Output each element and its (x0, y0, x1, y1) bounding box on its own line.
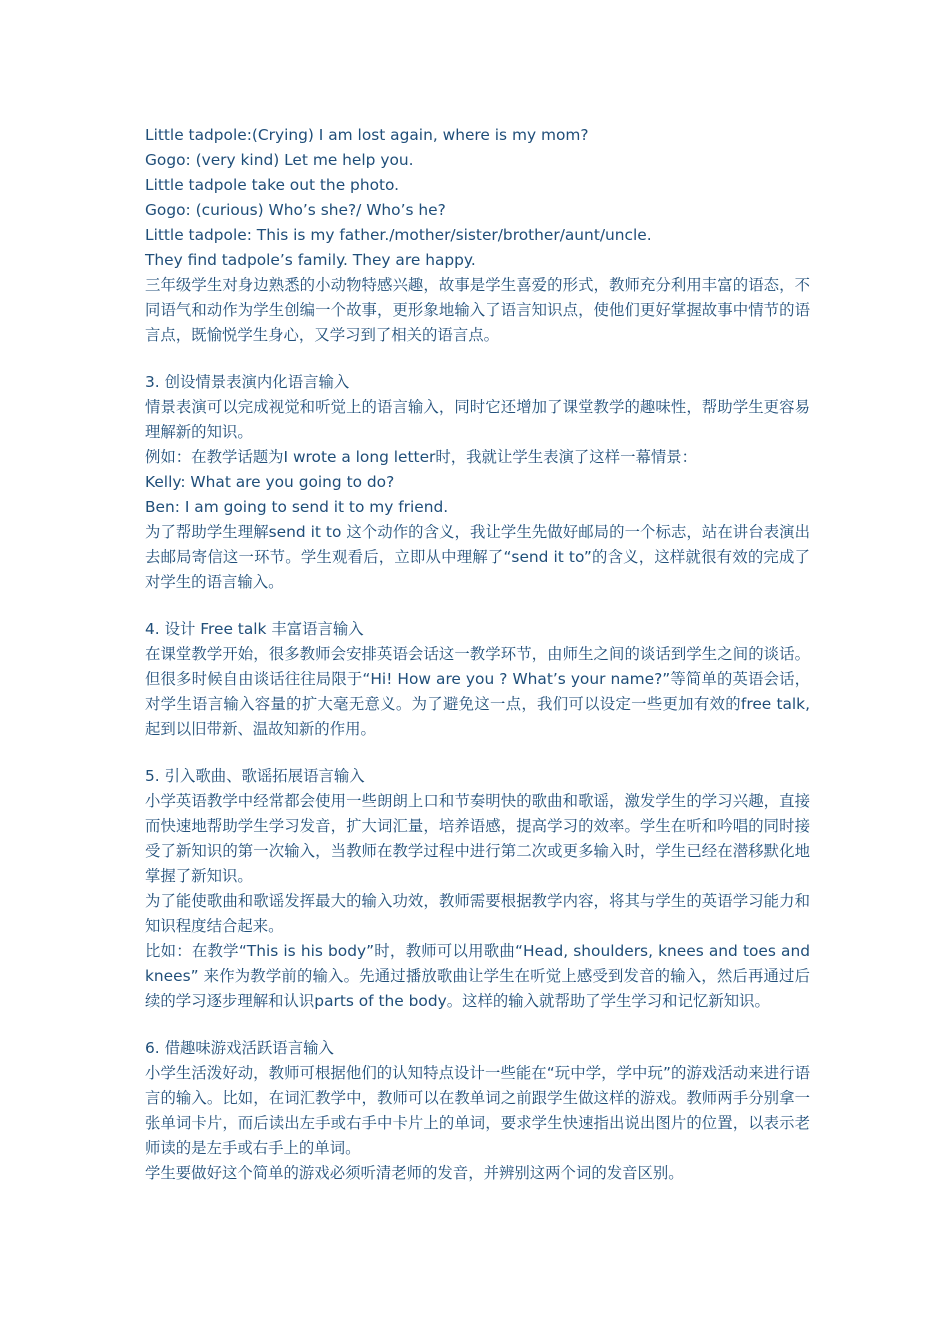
dialogue-line: Gogo: (very kind) Let me help you. (145, 151, 414, 169)
section-6-heading: 6. 借趣味游戏活跃语言输入 (145, 1039, 334, 1057)
dialogue-line: They find tadpole’s family. They are happy. (145, 251, 476, 269)
section-4-heading: 4. 设计 Free talk 丰富语言输入 (145, 620, 364, 638)
section-5-paragraph: 为了能使歌曲和歌谣发挥最大的输入功效，教师需要根据教学内容，将其与学生的英语学习能力和知识程度结合起来。 (145, 892, 810, 935)
section-3-paragraph: 情景表演可以完成视觉和听觉上的语言输入，同时它还增加了课堂教学的趣味性，帮助学生更容易理解新的知识。 (145, 398, 810, 441)
section-3-explanation: 为了帮助学生理解send it to 这个动作的含义，我让学生先做好邮局的一个标志，站在讲台表演出去邮局寄信这一环节。学生观看后，立即从中理解了“send it to”的含义，这样就很有效的完成了对学生的语言输入。 (145, 523, 810, 591)
document-page (145, 123, 810, 1186)
section-3-heading: 3. 创设情景表演内化语言输入 (145, 373, 350, 391)
dialogue-line: Gogo: (curious) Who’s she?/ Who’s he? (145, 201, 446, 219)
section-6-paragraph: 小学生活泼好动，教师可根据他们的认知特点设计一些能在“玩中学，学中玩”的游戏活动来进行语言的输入。比如，在词汇教学中，教师可以在教单词之前跟学生做这样的游戏。教师两手分别拿一张单词卡片，而后读出左手或右手中卡片上的单词，要求学生快速指出说出图片的位置，以表示老师读的是左手或右手上的单词。 (145, 1064, 810, 1157)
section-3-example: 例如：在教学话题为I wrote a long letter时，我就让学生表演了这样一幕情景： (145, 448, 698, 466)
dialogue-line: Little tadpole: This is my father./mother/sister/brother/aunt/uncle. (145, 226, 652, 244)
dialogue-line: Ben: I am going to send it to my friend. (145, 498, 449, 516)
section-5-example: 比如：在教学“This is his body”时，教师可以用歌曲“Head, shoulders, knees and toes and knees” 来作为教学前的输入。先通过播放歌曲让学生在听觉上感受到发音的输入，然后再通过后续的学习逐步理解和认识parts of the body。这样的输入就帮助了学生学习和记忆新知识。 (145, 942, 810, 1010)
story-summary-paragraph: 三年级学生对身边熟悉的小动物特感兴趣，故事是学生喜爱的形式，教师充分利用丰富的语态，不同语气和动作为学生创编一个故事，更形象地输入了语言知识点，使他们更好掌握故事中情节的语言点，既愉悦学生身心，又学习到了相关的语言点。 (145, 276, 810, 344)
section-4-paragraph: 在课堂教学开始，很多教师会安排英语会话这一教学环节，由师生之间的谈话到学生之间的谈话。但很多时候自由谈话往往局限于“Hi! How are you ? What’s your name?”等简单的英语会话，对学生语言输入容量的扩大毫无意义。为了避免这一点，我们可以设定一些更加有效的free talk, 起到以旧带新、温故知新的作用。 (145, 645, 810, 738)
dialogue-line: Little tadpole:(Crying) I am lost again, where is my mom? (145, 126, 589, 144)
section-5-paragraph: 小学英语教学中经常都会使用一些朗朗上口和节奏明快的歌曲和歌谣，激发学生的学习兴趣，直接而快速地帮助学生学习发音，扩大词汇量，培养语感，提高学习的效率。学生在听和吟唱的同时接受了新知识的第一次输入，当教师在教学过程中进行第二次或更多输入时，学生已经在潜移默化地掌握了新知识。 (145, 792, 810, 885)
section-6-paragraph: 学生要做好这个简单的游戏必须听清老师的发音，并辨别这两个词的发音区别。 (145, 1164, 684, 1182)
dialogue-line: Little tadpole take out the photo. (145, 176, 400, 194)
section-5-heading: 5. 引入歌曲、歌谣拓展语言输入 (145, 767, 365, 785)
dialogue-line: Kelly: What are you going to do? (145, 473, 395, 491)
